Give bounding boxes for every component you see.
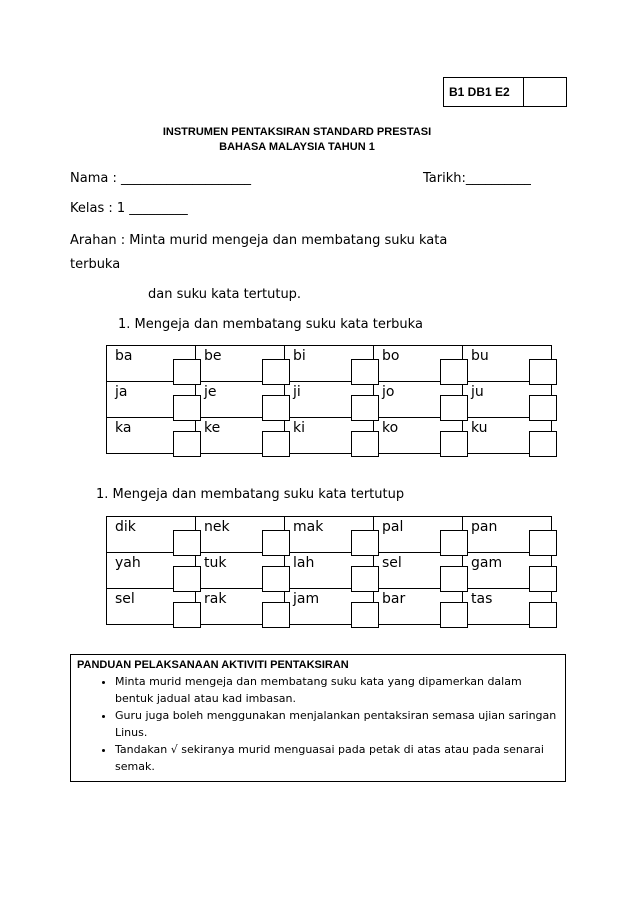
- title-line-2: BAHASA MALAYSIA TAHUN 1: [219, 141, 375, 153]
- tarikh-field[interactable]: Tarikh:__________: [423, 171, 531, 186]
- syllable-cell: [107, 517, 196, 553]
- syllable-cell: [285, 553, 374, 589]
- syllable-text: jo: [382, 384, 395, 400]
- syllable-cell: [196, 418, 285, 454]
- guide-heading: PANDUAN PELAKSANAAN AKTIVITI PENTAKSIRAN: [77, 659, 349, 671]
- syllable-cell: [463, 553, 552, 589]
- syllable-text: mak: [293, 519, 324, 535]
- syllable-text: jam: [293, 591, 320, 607]
- syllable-text: ka: [115, 420, 132, 436]
- table-row: [107, 382, 552, 418]
- table-row: [107, 418, 552, 454]
- syllable-cell: [374, 346, 463, 382]
- syllable-text: ke: [204, 420, 221, 436]
- syllable-text: ju: [471, 384, 484, 400]
- guide-box: [70, 654, 566, 782]
- check-box[interactable]: [529, 602, 557, 628]
- open-syllable-table: [106, 345, 552, 454]
- arahan-line-2: terbuka: [70, 257, 121, 272]
- syllable-text: ba: [115, 348, 133, 364]
- syllable-text: sel: [115, 591, 135, 607]
- syllable-text: tas: [471, 591, 493, 607]
- syllable-cell: [196, 382, 285, 418]
- syllable-cell: [196, 517, 285, 553]
- syllable-cell: [196, 346, 285, 382]
- syllable-cell: [374, 589, 463, 625]
- syllable-cell: [107, 382, 196, 418]
- table-row: [107, 346, 552, 382]
- check-box[interactable]: [529, 431, 557, 457]
- guide-item: • Minta murid mengeja dan membatang suku kata yang dipamerkan dalam bentuk jadual atau kad imbasan.: [115, 673, 559, 707]
- guide-item: • Tandakan √ sekiranya murid menguasai pada petak di atas atau pada senarai semak.: [115, 741, 559, 775]
- syllable-text: ji: [293, 384, 301, 400]
- syllable-cell: [463, 418, 552, 454]
- syllable-cell: [285, 589, 374, 625]
- guide-item: • Guru juga boleh menggunakan menjalankan pentaksiran semasa ujian saringan Linus.: [115, 707, 559, 741]
- code-label: B1 DB1 E2: [444, 78, 524, 106]
- syllable-cell: [374, 553, 463, 589]
- syllable-cell: [196, 553, 285, 589]
- syllable-text: ja: [115, 384, 128, 400]
- arahan-line-1: Arahan : Minta murid mengeja dan membatang suku kata: [70, 233, 448, 248]
- section2-heading: 1. Mengeja dan membatang suku kata tertutup: [96, 487, 405, 502]
- syllable-cell: [285, 346, 374, 382]
- syllable-cell: [107, 553, 196, 589]
- syllable-cell: [107, 589, 196, 625]
- syllable-text: pan: [471, 519, 498, 535]
- syllable-cell: [285, 418, 374, 454]
- syllable-text: lah: [293, 555, 315, 571]
- code-blank-cell[interactable]: [524, 78, 566, 106]
- table-row: [107, 589, 552, 625]
- section1-heading: 1. Mengeja dan membatang suku kata terbuka: [118, 317, 423, 332]
- syllable-text: gam: [471, 555, 503, 571]
- syllable-cell: [374, 418, 463, 454]
- code-box: [443, 77, 567, 107]
- syllable-text: ki: [293, 420, 305, 436]
- table-row: [107, 553, 552, 589]
- syllable-text: rak: [204, 591, 227, 607]
- syllable-text: ko: [382, 420, 399, 436]
- syllable-cell: [463, 346, 552, 382]
- table-row: [107, 517, 552, 553]
- nama-field[interactable]: Nama : ____________________: [70, 171, 251, 186]
- syllable-cell: [374, 517, 463, 553]
- syllable-text: be: [204, 348, 222, 364]
- syllable-text: bar: [382, 591, 406, 607]
- syllable-cell: [463, 382, 552, 418]
- syllable-text: bu: [471, 348, 489, 364]
- syllable-cell: [285, 382, 374, 418]
- syllable-text: ku: [471, 420, 488, 436]
- title-line-1: INSTRUMEN PENTAKSIRAN STANDARD PRESTASI: [162, 126, 432, 138]
- guide-list: [77, 673, 559, 775]
- arahan-line-3: dan suku kata tertutup.: [148, 287, 302, 302]
- syllable-text: sel: [382, 555, 402, 571]
- syllable-text: dik: [115, 519, 136, 535]
- kelas-field[interactable]: Kelas : 1 _________: [70, 201, 188, 216]
- syllable-text: nek: [204, 519, 230, 535]
- syllable-cell: [463, 589, 552, 625]
- syllable-text: pal: [382, 519, 404, 535]
- syllable-cell: [196, 589, 285, 625]
- syllable-cell: [374, 382, 463, 418]
- syllable-cell: [107, 346, 196, 382]
- syllable-text: bo: [382, 348, 400, 364]
- syllable-cell: [463, 517, 552, 553]
- syllable-cell: [285, 517, 374, 553]
- syllable-text: je: [204, 384, 217, 400]
- syllable-text: tuk: [204, 555, 227, 571]
- syllable-text: bi: [293, 348, 306, 364]
- syllable-cell: [107, 418, 196, 454]
- closed-syllable-table: [106, 516, 552, 625]
- syllable-text: yah: [115, 555, 141, 571]
